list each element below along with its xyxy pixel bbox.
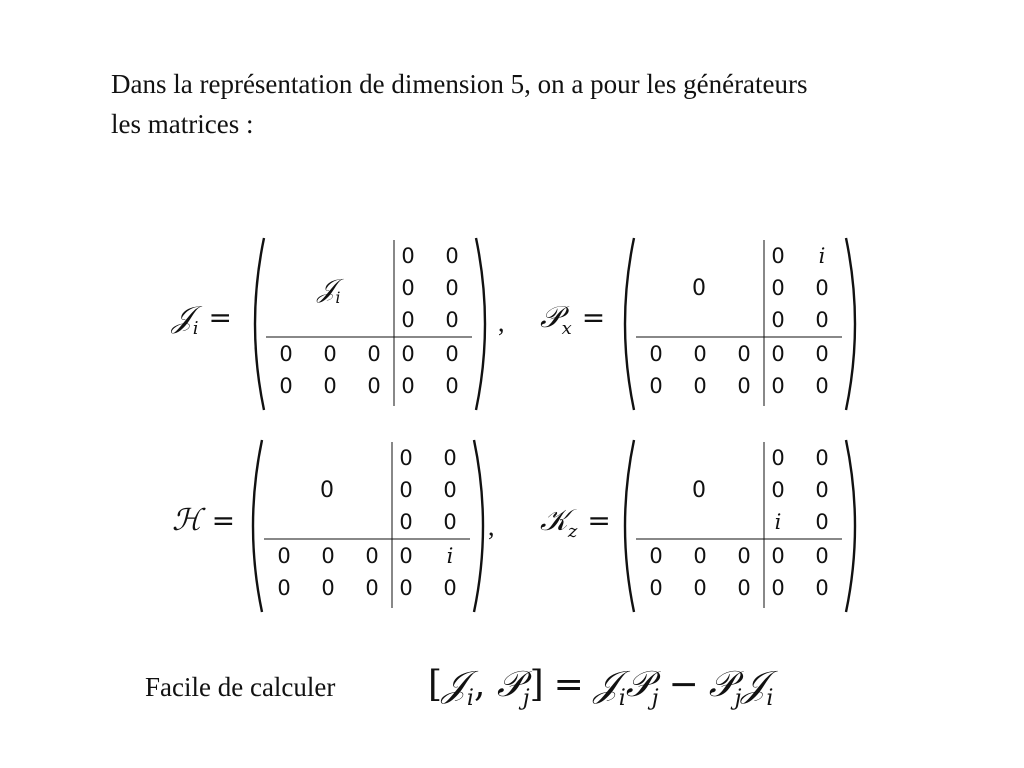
footer-label: Facile de calculer: [145, 672, 336, 702]
matrix-entry: 0: [693, 576, 707, 600]
matrix-entry: 0: [323, 342, 337, 366]
matrix-entry: 0: [365, 576, 379, 600]
matrix-entry: 0: [771, 276, 785, 300]
matrix-entry: 0: [399, 478, 413, 502]
matrix-block-label: [264, 272, 394, 306]
matrix-entry: 0: [401, 276, 415, 300]
block-text: 0: [692, 276, 706, 301]
lhs-symbol: 𝒫: [540, 300, 562, 335]
matrix-entry: 0: [443, 478, 457, 502]
commutator-formula: [428, 664, 773, 711]
matrix-entry: 0: [815, 478, 829, 502]
matrix-entry: 0: [445, 374, 459, 398]
matrix-entry: 0: [771, 342, 785, 366]
formula-j: 𝒥: [442, 664, 467, 705]
formula-j: 𝒥: [741, 664, 767, 705]
matrix-entry: 0: [737, 374, 751, 398]
matrix-block-label: [634, 272, 764, 306]
matrix-entry: 0: [771, 374, 785, 398]
block-text: 0: [692, 478, 706, 503]
formula-j: 𝒥: [593, 664, 619, 705]
comma-ji: ,: [498, 308, 505, 337]
matrix-entry: 0: [443, 446, 457, 470]
matrix-entry: 0: [321, 576, 335, 600]
formula-sub-i: i: [618, 686, 626, 711]
left-paren: [625, 238, 634, 410]
matrix-entry: 0: [277, 544, 291, 568]
matrix-entry: 0: [771, 576, 785, 600]
matrix-entry: 0: [445, 342, 459, 366]
equals-sign: =: [208, 301, 232, 334]
lhs-px: [540, 300, 605, 339]
matrix-entry: 0: [815, 342, 829, 366]
matrix-entry: 0: [277, 576, 291, 600]
left-paren: [625, 440, 634, 612]
comma-h: ,: [488, 512, 495, 541]
matrix-block-label: [262, 474, 392, 508]
matrix-kz: [620, 438, 860, 614]
matrix-block-label: [634, 474, 764, 508]
lhs-h: [172, 503, 235, 542]
lhs-symbol: 𝒥: [172, 300, 193, 335]
matrix-entry: 0: [443, 510, 457, 534]
formula-minus: −: [668, 664, 699, 705]
matrix-entry: 0: [323, 374, 337, 398]
right-paren: [846, 440, 855, 612]
matrix-entry: 0: [771, 244, 785, 268]
matrix-entry: 0: [443, 576, 457, 600]
formula-sub-j: j: [651, 686, 659, 711]
matrix-entry: 0: [815, 510, 829, 534]
matrix-entry: 0: [279, 374, 293, 398]
matrix-entry: 0: [399, 446, 413, 470]
matrix-entry: 0: [737, 342, 751, 366]
matrix-entry: 0: [771, 308, 785, 332]
matrix-entry: 0: [365, 544, 379, 568]
matrix-entry: 0: [399, 576, 413, 600]
lhs-ji: [172, 300, 232, 339]
matrix-entry: 0: [399, 544, 413, 568]
matrix-entry: 0: [367, 374, 381, 398]
lhs-kz: [540, 503, 611, 542]
matrix-entry: 0: [401, 308, 415, 332]
matrix-entry: 0: [649, 544, 663, 568]
intro-line-2: les matrices :: [111, 109, 254, 139]
formula-sub-j: j: [734, 686, 742, 711]
left-paren: [253, 440, 262, 612]
matrix-entry: 0: [693, 374, 707, 398]
block-text: 0: [320, 478, 334, 503]
matrix-entry: 0: [737, 576, 751, 600]
lhs-subscript: i: [192, 318, 199, 339]
lhs-symbol: 𝒦: [540, 503, 568, 538]
matrix-px: [620, 236, 860, 412]
lhs-subscript: x: [561, 318, 572, 339]
intro-text: [111, 64, 1011, 144]
matrix-entry: i: [774, 510, 782, 534]
matrix-entry: 0: [649, 342, 663, 366]
matrix-entry: 0: [279, 342, 293, 366]
matrix-entry: 0: [737, 544, 751, 568]
matrix-entry: 0: [815, 308, 829, 332]
left-paren: [255, 238, 264, 410]
formula-p: 𝒫: [708, 664, 735, 705]
matrix-entry: 0: [445, 308, 459, 332]
matrix-entry: 0: [649, 576, 663, 600]
matrix-entry: 0: [815, 576, 829, 600]
matrix-entry: 0: [771, 446, 785, 470]
matrix-entry: 0: [815, 544, 829, 568]
block-subscript: i: [335, 288, 341, 307]
formula-sub-i: i: [766, 686, 774, 711]
matrix-entry: i: [446, 544, 454, 568]
equals-sign: =: [211, 504, 236, 537]
right-paren: [474, 440, 483, 612]
intro-line-1: Dans la représentation de dimension 5, on a pour les générateurs: [111, 69, 808, 99]
matrix-entry: 0: [367, 342, 381, 366]
formula-sub-j: j: [522, 686, 530, 711]
matrix-entry: 0: [399, 510, 413, 534]
right-paren: [476, 238, 485, 410]
open-bracket: [: [428, 664, 443, 705]
matrix-entry: 0: [401, 342, 415, 366]
matrix-entry: 0: [771, 544, 785, 568]
formula-sep: ,: [473, 664, 497, 705]
formula-p: 𝒫: [625, 664, 652, 705]
equals-sign: =: [581, 301, 606, 334]
right-paren: [846, 238, 855, 410]
formula-sub-i: i: [466, 686, 474, 711]
matrix-entry: i: [818, 244, 826, 268]
matrix-entry: 0: [401, 374, 415, 398]
matrix-entry: 0: [321, 544, 335, 568]
matrix-entry: 0: [649, 374, 663, 398]
matrix-entry: 0: [771, 478, 785, 502]
matrix-entry: 0: [815, 374, 829, 398]
matrix-entry: 0: [445, 276, 459, 300]
matrix-ji: [250, 236, 490, 412]
lhs-subscript: z: [567, 521, 578, 542]
matrix-entry: 0: [693, 544, 707, 568]
matrix-entry: 0: [445, 244, 459, 268]
equals-sign: =: [587, 504, 611, 537]
matrix-entry: 0: [401, 244, 415, 268]
matrix-entry: 0: [815, 276, 829, 300]
matrix-h: [248, 438, 488, 614]
formula-p: 𝒫: [496, 664, 523, 705]
matrix-entry: 0: [815, 446, 829, 470]
close-bracket: ]: [529, 664, 544, 705]
matrix-entry: 0: [693, 342, 707, 366]
lhs-symbol: ℋ: [172, 503, 202, 538]
formula-equals: =: [553, 664, 584, 705]
block-text: 𝒥: [317, 274, 336, 304]
